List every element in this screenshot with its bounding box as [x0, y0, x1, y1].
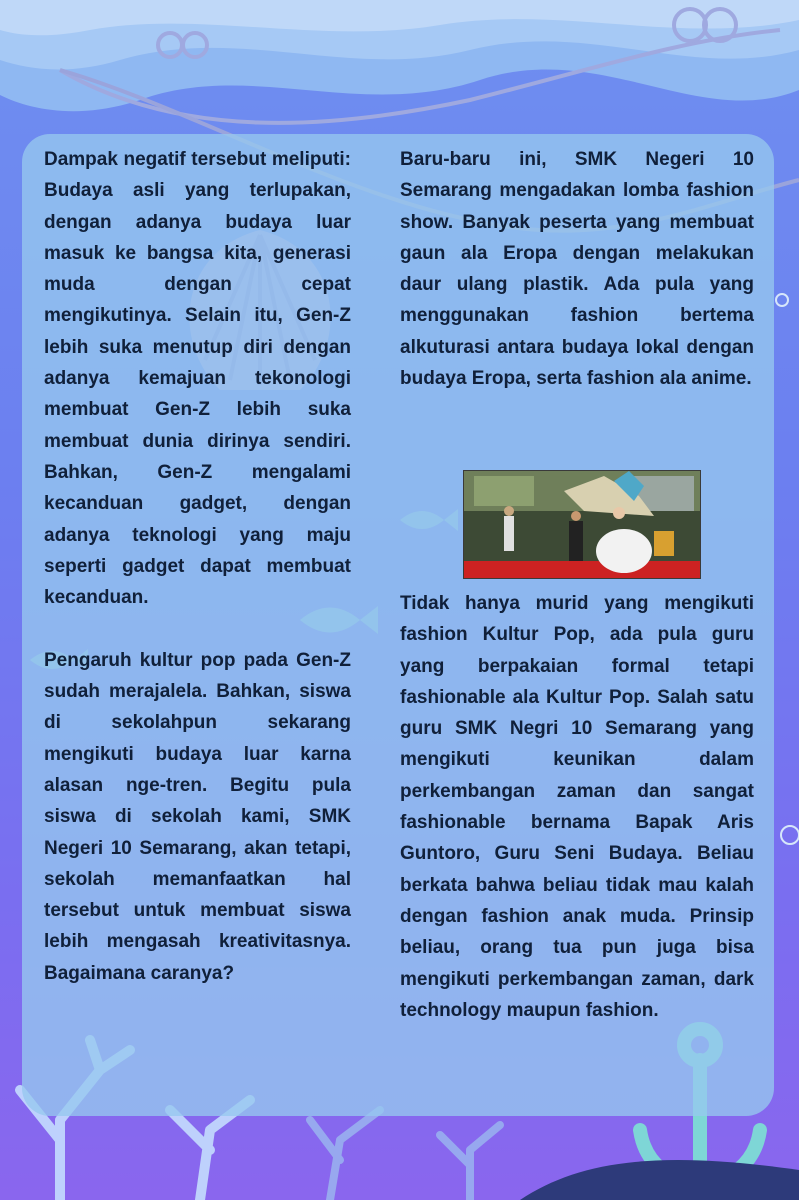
right-column-bottom [400, 588, 754, 1026]
seabed-decoration [520, 1160, 799, 1200]
right-column-top [400, 144, 754, 394]
paragraph-fashion-show: Baru-baru ini, SMK Negeri 10 Semarang mengadakan lomba fashion show. Banyak peserta yang membuat gaun ala Eropa dengan melakukan daur ulang plastik. Ada pula yang menggunakan fashion bertema alkuturasi antara budaya lokal dengan budaya Eropa, serta fashion ala anime. [400, 149, 754, 390]
paragraph-negative-impacts: Dampak negatif tersebut meliputi: Budaya asli yang terlupakan, dengan adanya budaya luar masuk ke bangsa kita, generasi muda dengan cepat mengikutinya. Selain itu, Gen-Z lebih suka menutup diri dengan adanya kemajuan tekonologi membuat Gen-Z lebih suka membuat dunia dirinya sendiri. Bahkan, Gen-Z mengalami kecanduan gadget, dengan adanya teknologi yang maju seperti gadget dapat membuat kecanduan. [44, 149, 351, 609]
paragraph-teacher-fashion: Tidak hanya murid yang mengikuti fashion Kultur Pop, ada pula guru yang berpakaian formal tetapi fashionable ala Kultur Pop. Salah satu guru SMK Negri 10 Semarang yang mengikuti keunikan dalam perkembangan zaman dan sangat fashionable bernama Bapak Aris Guntoro, Guru Seni Budaya. Beliau berkata bahwa beliau tidak mau kalah dengan fashion anak muda. Prinsip beliau, orang tua pun juga bisa mengikuti perkembangan zaman, dark technology maupun fashion. [400, 593, 754, 1021]
fashion-show-image [464, 471, 700, 578]
paragraph-pop-culture-influence: Pengaruh kultur pop pada Gen-Z sudah merajalela. Bahkan, siswa di sekolahpun sekarang mengikuti budaya luar karna alasan nge-tren. Begitu pula siswa di sekolah kami, SMK Negeri 10 Semarang, akan tetapi, sekolah memanfaatkan hal tersebut untuk membuat siswa lebih mengasah kreativitasnya. Bagaimana caranya? [44, 649, 351, 984]
bubble-decoration [776, 294, 799, 844]
fashion-show-photo [463, 470, 701, 579]
left-column [44, 144, 351, 989]
coral-icon [310, 1110, 500, 1200]
